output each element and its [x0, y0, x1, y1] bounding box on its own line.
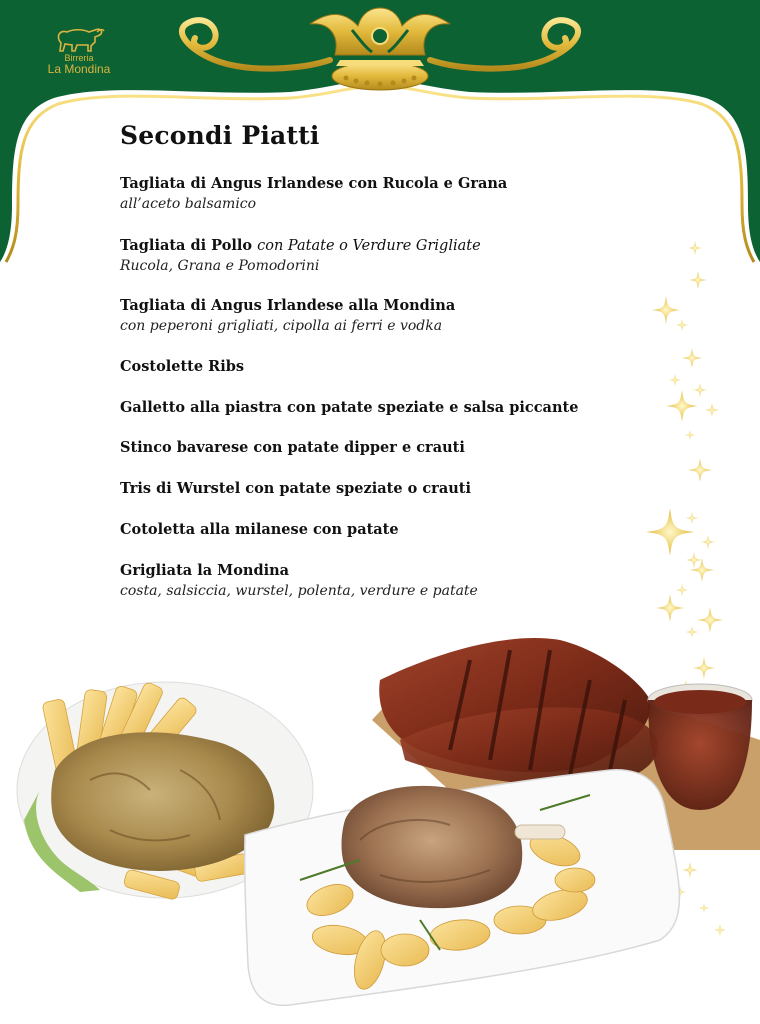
- menu-item: [120, 520, 640, 540]
- menu-item: [120, 236, 640, 276]
- menu-item: [120, 357, 640, 377]
- menu-item-name: Grigliata la Mondina: [120, 562, 290, 579]
- bull-logo-icon: [53, 26, 105, 52]
- menu-item: [120, 479, 640, 499]
- menu-item: [120, 296, 640, 336]
- menu-item: [120, 398, 640, 418]
- logo: [34, 26, 124, 76]
- menu-item-desc: all’aceto balsamico: [120, 196, 257, 212]
- menu-item-name: Galletto alla piastra con patate speziate e salsa piccante: [120, 399, 579, 416]
- page-title: Secondi Piatti: [120, 121, 320, 150]
- menu-item-name: Stinco bavarese con patate dipper e crauti: [120, 439, 465, 456]
- menu-item-name: Tagliata di Pollo con Patate o Verdure Grigliate: [120, 237, 481, 254]
- menu-item: [120, 174, 640, 214]
- menu-item: [120, 561, 640, 601]
- menu-item-name: Tagliata di Angus Irlandese con Rucola e Grana: [120, 175, 508, 192]
- menu-item-name: Tagliata di Angus Irlandese alla Mondina: [120, 297, 456, 314]
- menu-item-desc: Rucola, Grana e Pomodorini: [120, 258, 320, 274]
- menu-item: [120, 438, 640, 458]
- menu-item-inline-desc: con Patate o Verdure Grigliate: [257, 238, 481, 254]
- menu-item-name: Tris di Wurstel con patate speziate o crauti: [120, 480, 471, 497]
- menu-item-name: Costolette Ribs: [120, 358, 245, 375]
- menu-item-name: Cotoletta alla milanese con patate: [120, 521, 399, 538]
- menu-item-desc: con peperoni grigliati, cipolla ai ferri e vodka: [120, 318, 443, 334]
- logo-line2: La Mondina: [47, 62, 111, 76]
- food-photos: [0, 620, 760, 1024]
- menu-item-desc: costa, salsiccia, wurstel, polenta, verdure e patate: [120, 583, 478, 599]
- logo-line1: Birreria: [64, 53, 94, 63]
